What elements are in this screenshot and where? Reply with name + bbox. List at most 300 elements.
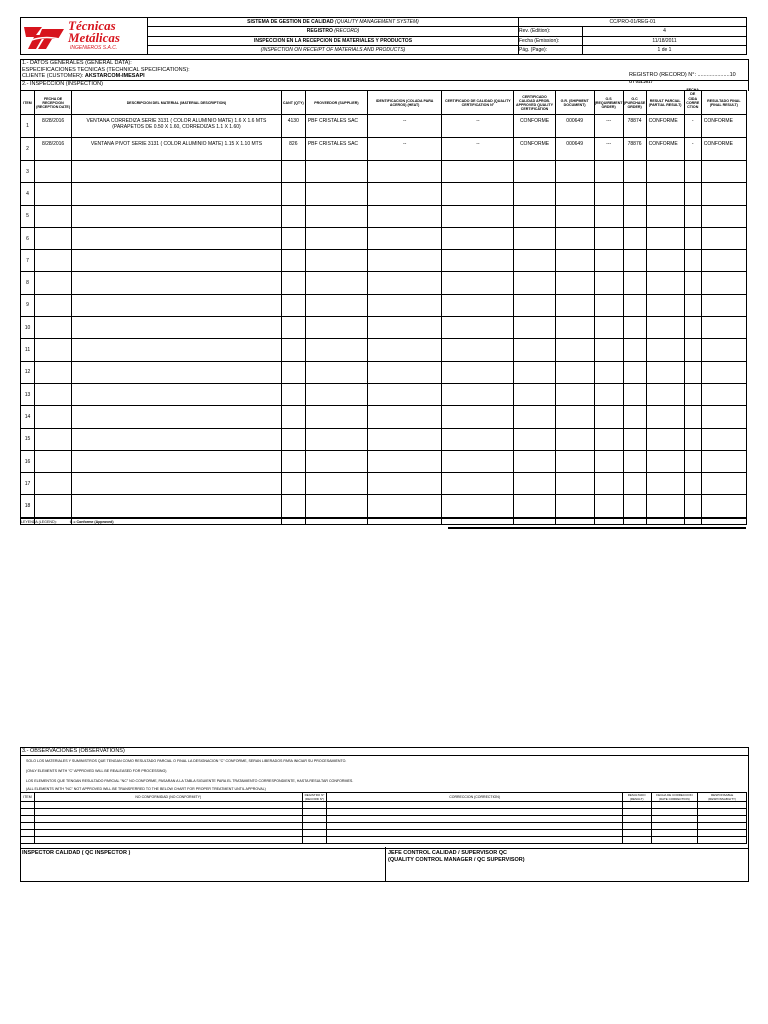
table-row [21,361,747,383]
observations-title: 3.- OBSERVACIONES (OBSERVATIONS) [21,748,748,756]
col-reception-date: FECHA DE RECEPCION (RECEPTION DATE) [35,91,72,115]
cell-final-result [701,294,746,316]
cell-item: 18 [21,495,35,517]
form-title-en: (INSPECTION ON RECEIPT OF MATERIALS AND PRODUCTS) [148,45,519,54]
cell-item: 14 [21,406,35,428]
observations-box [20,747,749,849]
cell-shipment-doc [555,227,594,249]
logo-text-line3: INGENIEROS S.A.C. [70,45,118,51]
table-row [21,406,747,428]
nc-cell [34,823,302,830]
cell-final-result [701,361,746,383]
col-description: DESCRIPCION DEL MATERIAL (MATERIAL DESCRIPTION) [72,91,282,115]
nc-cell [698,837,747,844]
cell-qty [281,161,305,183]
cell-final-result [701,473,746,495]
form-title: INSPECCION EN LA RECEPCION DE MATERIALES Y PRODUCTOS [148,36,519,45]
cell-shipment-doc [555,161,594,183]
table-row [21,339,747,361]
cell-final-result [701,161,746,183]
cell-supplier: PBF CRISTALES SAC [305,138,367,161]
cell-shipment-doc [555,495,594,517]
cell-quality-cert [442,361,514,383]
cell-qty [281,339,305,361]
cell-partial-result [646,428,684,450]
cell-shipment-doc [555,339,594,361]
cell-item: 16 [21,450,35,472]
cell-qty [281,361,305,383]
col-quality-cert: CERTIFICADO DE CALIDAD (QUALITY CERTIFICATION N° [442,91,514,115]
cell-correction [684,428,701,450]
cell-description: VENTANA PIVOT SERIE 3131 ( COLOR ALUMINIO MATE) 1.15 X 1.10 MTS [72,138,282,161]
nc-cell [622,809,651,816]
nc-cell [698,809,747,816]
section2-title: 2.- INSPECCION (INSPECTION) [21,80,748,88]
cell-purchase-order [623,205,646,227]
cell-cert-approved [514,339,555,361]
cell-cert-approved [514,473,555,495]
table-row [21,161,747,183]
system-title-en: (QUALITY MANAGEMENT SYSTEM) [335,19,419,26]
cell-cert-approved [514,205,555,227]
cell-item: 12 [21,361,35,383]
cell-correction [684,161,701,183]
nc-cell [302,802,327,809]
cell-partial-result [646,361,684,383]
cell-correction [684,205,701,227]
nc-cell [34,837,302,844]
cell-supplier [305,272,367,294]
client-value: AKSTARCOM-IMESAPI [84,73,145,79]
cell-partial-result [646,495,684,517]
cell-item: 3 [21,161,35,183]
cell-identification [368,250,442,272]
cell-purchase-order [623,339,646,361]
manager-signature-label-en: (QUALITY CONTROL MANAGER / QC SUPERVISOR) [388,857,525,863]
cell-reception-date [35,450,72,472]
nonconformity-table [20,792,747,844]
cell-identification [368,227,442,249]
cell-identification [368,294,442,316]
cell-partial-result [646,473,684,495]
nc-cell [651,837,698,844]
cell-partial-result: CONFORME [646,115,684,138]
cell-requirement-order: --- [594,138,623,161]
cell-supplier [305,495,367,517]
nc-cell [302,837,327,844]
cell-description [72,272,282,294]
cell-shipment-doc [555,317,594,339]
table-row [21,227,747,249]
cell-identification [368,183,442,205]
cell-supplier [305,250,367,272]
cell-item: 7 [21,250,35,272]
cell-cert-approved [514,495,555,517]
nc-cell [651,830,698,837]
nc-row [21,809,747,816]
cell-correction [684,361,701,383]
cell-identification [368,428,442,450]
system-title: SISTEMA DE GESTION DE CALIDAD [247,19,334,26]
cell-identification: -- [368,138,442,161]
cell-purchase-order [623,317,646,339]
cell-qty [281,406,305,428]
cell-purchase-order [623,250,646,272]
cell-supplier [305,450,367,472]
cell-shipment-doc: 000649 [555,115,594,138]
table-row [21,495,747,517]
cell-cert-approved [514,161,555,183]
cell-cert-approved [514,272,555,294]
table-row [21,450,747,472]
cell-reception-date [35,383,72,405]
logo-text-line1: Técnicas [68,18,116,33]
legend-text: C = Conforme (Approved) [69,520,114,524]
cell-identification [368,495,442,517]
cell-item: 11 [21,339,35,361]
cell-description [72,205,282,227]
nc-row [21,823,747,830]
tech-specs-label: ESPECIFICACIONES TECNICAS (TECHNICAL SPECIFICATIONS): [22,66,190,73]
page-value: 1 de 1 [583,45,747,54]
cell-reception-date: 8/28/2016 [35,115,72,138]
cell-qty [281,227,305,249]
cell-correction [684,183,701,205]
cell-correction [684,294,701,316]
table-row [21,205,747,227]
cell-item: 5 [21,205,35,227]
date-value: 11/18/2011 [583,36,747,45]
nc-cell [21,809,35,816]
nc-cell [651,823,698,830]
cell-final-result: CONFORME [701,138,746,161]
cell-quality-cert [442,473,514,495]
cell-requirement-order [594,450,623,472]
cell-correction [684,473,701,495]
cell-supplier [305,339,367,361]
nc-cell [302,809,327,816]
cell-identification [368,161,442,183]
cell-quality-cert [442,161,514,183]
cell-identification [368,317,442,339]
cell-partial-result [646,406,684,428]
cell-cert-approved [514,361,555,383]
cell-description [72,339,282,361]
nc-cell [622,830,651,837]
cell-purchase-order [623,227,646,249]
observations-line2: (ONLY ELEMENTS WITH "C" APPROVED WILL BE REALEASED FOR PROCESSING) [26,769,167,773]
cell-partial-result [646,161,684,183]
nc-cell [327,837,622,844]
cell-shipment-doc [555,473,594,495]
cell-partial-result [646,183,684,205]
table-row [21,317,747,339]
cell-requirement-order [594,227,623,249]
cell-quality-cert [442,428,514,450]
cell-partial-result [646,205,684,227]
cell-reception-date [35,495,72,517]
cell-qty [281,317,305,339]
cell-qty [281,495,305,517]
cell-description [72,383,282,405]
cell-reception-date [35,473,72,495]
nc-col-responsible: RESPONSABLE (RESPONSABILITY) [698,793,747,802]
table-row [21,250,747,272]
cell-requirement-order [594,339,623,361]
cell-partial-result [646,450,684,472]
nc-row [21,802,747,809]
nc-cell [302,823,327,830]
cell-correction [684,450,701,472]
cell-qty [281,428,305,450]
cell-correction [684,339,701,361]
cell-partial-result [646,272,684,294]
cell-requirement-order [594,495,623,517]
nc-cell [698,802,747,809]
logo-text-line2: Metálicas [68,30,120,45]
cell-purchase-order: 78874 [623,115,646,138]
cell-shipment-doc [555,272,594,294]
nc-cell [21,830,35,837]
nc-cell [651,802,698,809]
col-item: ITEM [21,91,35,115]
observations-line1: SOLO LOS MATERIALES Y SUMINISTROS QUE TENGAN COMO RESULTADO PARCIAL O FINAL LA DESIGNACION "C" CONFORME, SERAN LIBERADOS PARA INICIAR SU PROCESAMIENTO. [26,759,347,763]
cell-item: 1 [21,115,35,138]
cell-partial-result [646,294,684,316]
cell-supplier [305,361,367,383]
cell-description [72,495,282,517]
nc-cell [302,830,327,837]
table-row [21,473,747,495]
cell-reception-date [35,406,72,428]
cell-description [72,450,282,472]
cell-quality-cert [442,317,514,339]
nc-cell [34,802,302,809]
cell-requirement-order [594,250,623,272]
nc-cell [327,802,622,809]
cell-shipment-doc [555,361,594,383]
cell-purchase-order [623,428,646,450]
cell-qty: 826 [281,138,305,161]
cell-qty: 4130 [281,115,305,138]
cell-qty [281,383,305,405]
nc-cell [327,816,622,823]
cell-identification [368,272,442,294]
cell-reception-date [35,250,72,272]
cell-cert-approved [514,294,555,316]
cell-requirement-order [594,183,623,205]
col-qty: CANT (QTY) [281,91,305,115]
col-identification: IDENTIFICACION (COLADA PARA ACEROS) (HEAT) [368,91,442,115]
table-row [21,294,747,316]
cell-item: 2 [21,138,35,161]
cell-purchase-order [623,361,646,383]
cell-item: 15 [21,428,35,450]
cell-identification [368,473,442,495]
nc-cell [21,837,35,844]
cell-quality-cert [442,183,514,205]
cell-reception-date [35,428,72,450]
cell-quality-cert [442,339,514,361]
cell-reception-date: 8/28/2016 [35,138,72,161]
cell-shipment-doc [555,406,594,428]
nc-cell [622,837,651,844]
cell-partial-result [646,250,684,272]
cell-description [72,227,282,249]
cell-supplier [305,183,367,205]
cell-reception-date [35,183,72,205]
cell-identification [368,339,442,361]
cell-item: 10 [21,317,35,339]
nc-cell [651,816,698,823]
nc-cell [327,809,622,816]
cell-purchase-order [623,383,646,405]
client-label: CLIENTE (CUSTOMER): [22,73,84,79]
cell-item: 4 [21,183,35,205]
col-correction-label: CIDA CORRE CTION [686,96,700,109]
cell-quality-cert [442,205,514,227]
nc-cell [651,809,698,816]
cell-requirement-order [594,161,623,183]
cell-correction [684,383,701,405]
cell-requirement-order [594,406,623,428]
nc-cell [21,816,35,823]
cell-final-result [701,406,746,428]
nc-cell [698,830,747,837]
table-row [21,138,747,161]
record-number-value: OT 014-2017 [629,79,653,84]
nc-cell [21,802,35,809]
table-row [21,383,747,405]
cell-qty [281,450,305,472]
cell-qty [281,294,305,316]
cell-qty [281,473,305,495]
col-supplier: PROVEEDOR (SUPPLIER) [305,91,367,115]
signature-box [20,847,749,882]
page-label: Pág. (Page): [519,45,583,54]
cell-final-result [701,205,746,227]
nc-col-correction: CORRECCION (CORRECTION) [327,793,622,802]
col-purchase-order: O.C (PURCHASE ORDER) [623,91,646,115]
cell-correction [684,272,701,294]
cell-quality-cert [442,294,514,316]
cell-supplier [305,317,367,339]
cell-final-result [701,339,746,361]
cell-shipment-doc [555,383,594,405]
registro-title-en: (RECORD) [334,28,360,35]
cell-identification [368,406,442,428]
cell-final-result [701,428,746,450]
cell-final-result [701,250,746,272]
cell-purchase-order [623,450,646,472]
cell-shipment-doc [555,183,594,205]
cell-supplier [305,205,367,227]
nc-cell [34,809,302,816]
table-row [21,272,747,294]
nc-cell [21,823,35,830]
cell-shipment-doc: 000649 [555,138,594,161]
cell-quality-cert: -- [442,138,514,161]
cell-qty [281,250,305,272]
cell-purchase-order [623,406,646,428]
cell-cert-approved [514,250,555,272]
cell-supplier [305,383,367,405]
cell-description [72,428,282,450]
nc-row [21,837,747,844]
cell-final-result [701,317,746,339]
cell-requirement-order [594,272,623,294]
cell-reception-date [35,339,72,361]
cell-requirement-order [594,473,623,495]
cell-final-result [701,450,746,472]
cell-final-result: CONFORME [701,115,746,138]
cell-purchase-order [623,473,646,495]
col-final-result: RESULTADO FINAL (FINAL RESULT) [701,91,746,115]
cell-final-result [701,495,746,517]
cell-reception-date [35,294,72,316]
cell-identification [368,383,442,405]
cell-reception-date [35,161,72,183]
cell-purchase-order [623,272,646,294]
divider-line [448,527,746,529]
cell-identification [368,361,442,383]
cell-item: 8 [21,272,35,294]
cell-description [72,161,282,183]
cell-quality-cert [442,383,514,405]
cell-correction: - [684,115,701,138]
cell-cert-approved [514,428,555,450]
cell-item: 9 [21,294,35,316]
cell-qty [281,272,305,294]
cell-quality-cert [442,272,514,294]
cell-supplier [305,161,367,183]
cell-supplier: PBF CRISTALES SAC [305,115,367,138]
rev-value: 4 [583,27,747,36]
cell-requirement-order [594,383,623,405]
cell-quality-cert [442,250,514,272]
cell-shipment-doc [555,205,594,227]
cell-description [72,406,282,428]
cell-reception-date [35,227,72,249]
cell-final-result [701,183,746,205]
legend-box [20,518,747,527]
cell-supplier [305,294,367,316]
nc-col-nonconformity: NO CONFORMIDAD (NO CONFORMITY) [34,793,302,802]
observations-line4: (ALL ELEMENTS WITH "NC" NOT APPROVED WILL BE TRANSFERRED TO THE BELOW CHART FOR PROPER TREATMENT UNTIL APPROVAL) [26,787,266,791]
nc-col-record: REGISTRO N° (RECORD N°) [302,793,327,802]
inspection-table [20,90,747,525]
cell-cert-approved [514,450,555,472]
cell-requirement-order [594,428,623,450]
inspector-signature-label: INSPECTOR CALIDAD ( QC INSPECTOR ) [22,850,131,856]
cell-reception-date [35,205,72,227]
cell-correction [684,250,701,272]
cell-reception-date [35,317,72,339]
document-code: CC/PRO-01/REG-01 [609,19,656,26]
cell-requirement-order [594,205,623,227]
rev-label: Rev. (Edition): [519,27,583,36]
nc-cell [622,816,651,823]
cell-partial-result [646,317,684,339]
cell-identification [368,205,442,227]
cell-correction [684,317,701,339]
col-correction-top: FECHA DE [686,88,699,96]
cell-final-result [701,227,746,249]
nc-cell [698,823,747,830]
cell-description: VENTANA CORREDIZA SERIE 3131 ( COLOR ALUMINIO MATE) 1.6 X 1.6 MTS (PARAPETOS DE 0.50 X 1.60, CORREDIZAS 1.1 X 1.60) [72,115,282,138]
cell-item: 13 [21,383,35,405]
cell-item: 17 [21,473,35,495]
